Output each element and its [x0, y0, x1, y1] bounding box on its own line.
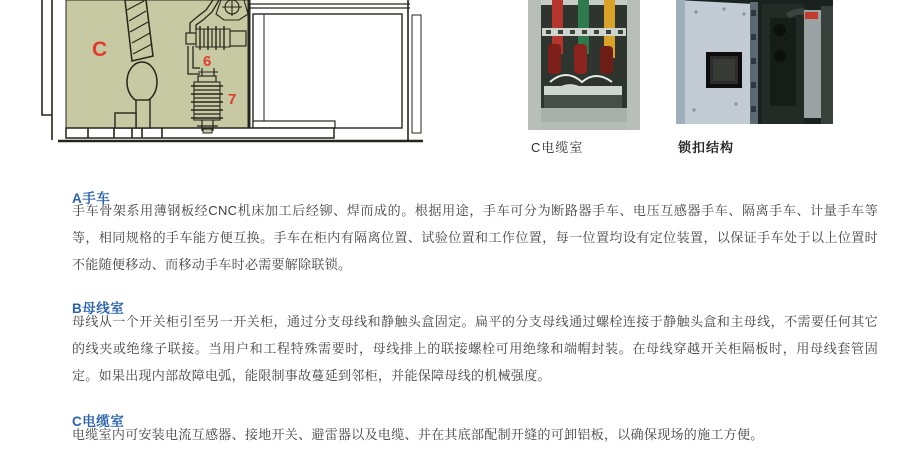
section-body-busbar-room: 母线从一个开关柜引至另一开关柜，通过分支母线和静触头盒固定。扁平的分支母线通过螺栓连接于静触头盒和主母线，不需要任何其它的线夹或绝缘子联接。当用户和工程特殊需要时，母线排上的联接螺栓可用绝缘和端帽封装。在母线穿越开关柜隔板时，用母线套管固定。如果出现内部故障电弧，能限制事故蔓延到邻柜，并能保障母线的机械强度。 [72, 314, 878, 383]
fixture-cross-symbol [216, 0, 248, 20]
photo-caption-cable-compartment: C电缆室 [531, 140, 584, 155]
red-brand-label [805, 12, 818, 19]
cable-terminations [548, 44, 613, 74]
diagram-label-7: 7 [228, 91, 237, 108]
section-heading-handcart: A手车 [72, 191, 111, 206]
breaker-mechanism [762, 4, 833, 124]
photo-caption-lock-structure: 锁扣结构 [678, 140, 735, 155]
section-body-cable-room: 电缆室内可安装电流互感器、接地开关、避雷器以及电缆、并在其底部配制开缝的可卸铝板，以确保现场的施工方便。 [72, 427, 764, 442]
photo-cable-compartment [528, 0, 640, 130]
inspection-window [706, 52, 742, 88]
section-heading-cable-room: C电缆室 [72, 414, 125, 429]
photo-lock-structure [676, 0, 833, 124]
switchgear-cross-section-diagram [40, 0, 430, 148]
section-body-handcart: 手车骨架系用薄钢板经CNC机床加工后经铆、焊而成的。根据用途，手车可分为断路器手车、电压互感器手车、隔离手车、计量手车等等，相同规格的手车能方便互换。手车在柜内有隔离位置、试验位置和工作位置，每一位置均设有定位装置，以保证手车处于以上位置时不能随便移动、而移动手车时必需要解除联锁。 [72, 203, 878, 272]
diagram-label-c: C [92, 38, 108, 61]
section-heading-busbar-room: B母线室 [72, 301, 125, 316]
diagram-label-6: 6 [203, 53, 212, 70]
